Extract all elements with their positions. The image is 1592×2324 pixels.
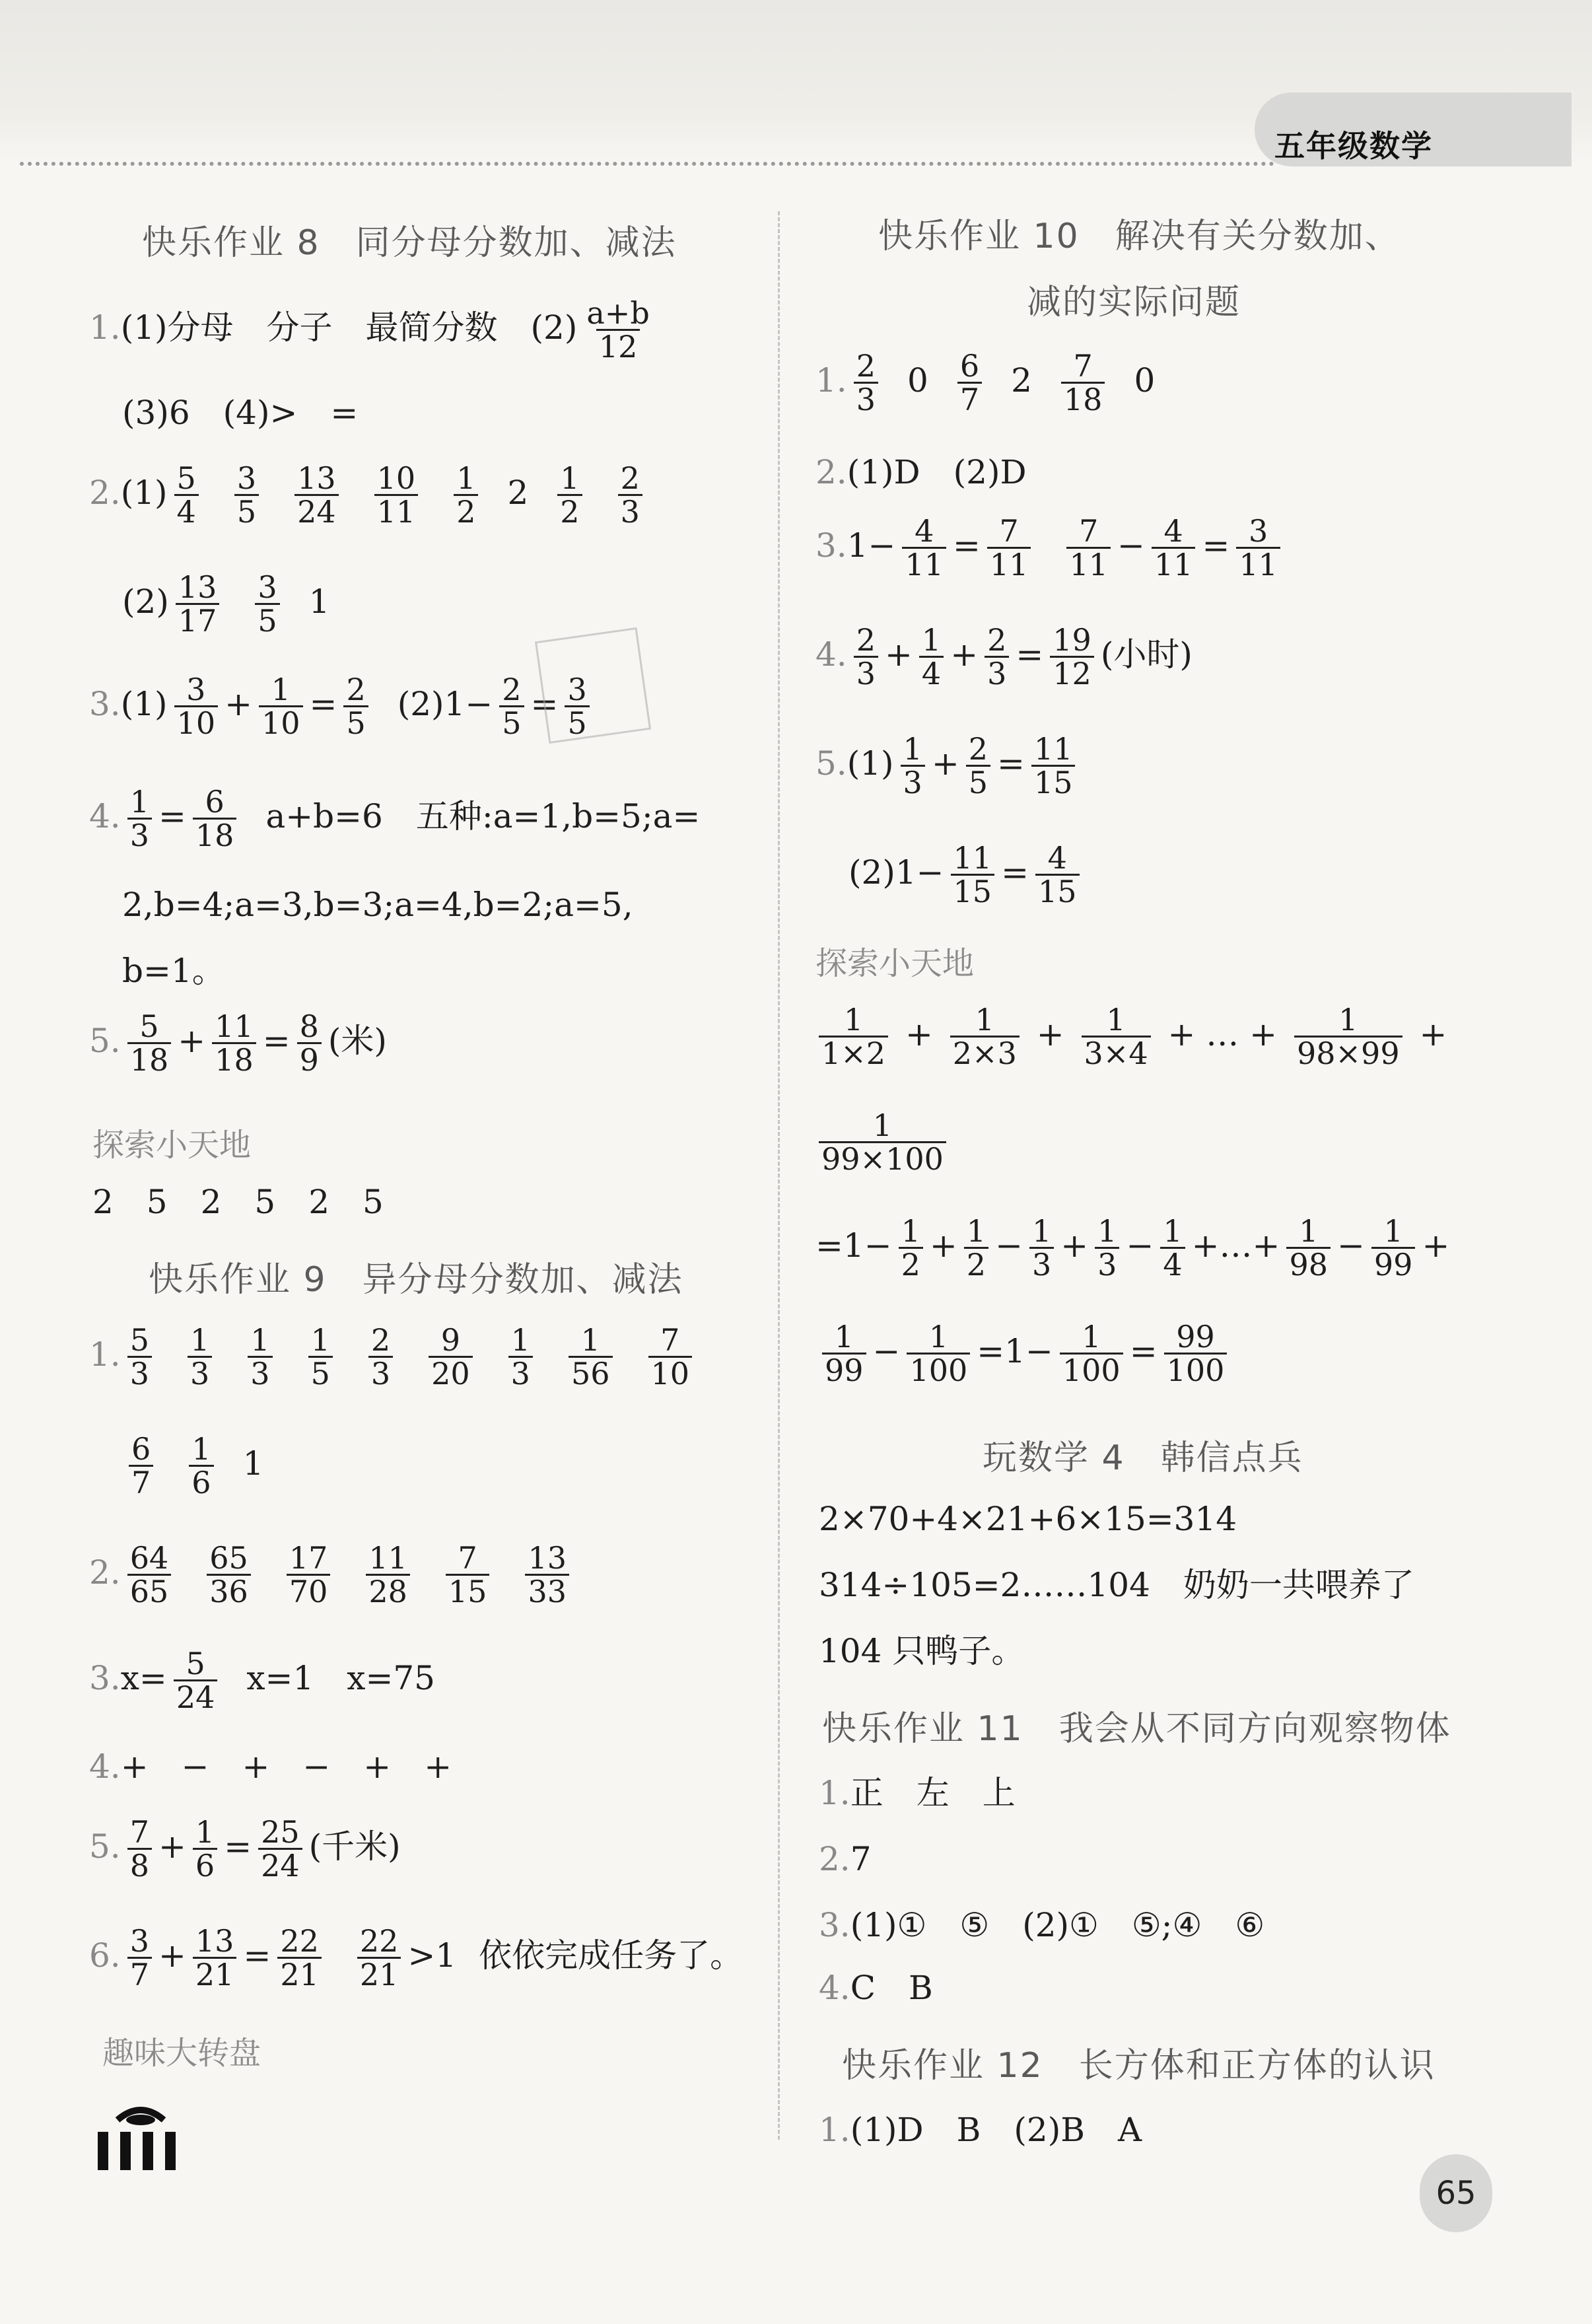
play-title: 玩数学 4 韩信点兵	[983, 1438, 1303, 1478]
s11-q3: 3.(1)① ⑤ (2)① ⑤;④ ⑥	[819, 1906, 1265, 1944]
section-8-title: 快乐作业 8 同分母分数加、减法	[142, 223, 677, 263]
s10-explore-heading: 探索小天地	[815, 945, 975, 982]
s9-q3: 3.x= $\frac{5}{24}$ x=1 x=75	[89, 1646, 435, 1716]
s9-q1b: $\frac{6}{7}$ $\frac{1}{6}$ 1	[122, 1433, 263, 1499]
s9-q6: 6. $\frac{3}{7}$ + $\frac{13}{21}$ = $\frac{22}{21}$ $\frac{22}{21}$ >1 依依完成任务了。	[89, 1923, 744, 1993]
s9-q1: 1. $\frac{5}{3}$ $\frac{1}{3}$ $\frac{1}{3}$ $\frac{1}{5}$ $\frac{2}{3}$ $\frac{9}{20}$ $\frac{1}{3}$ $\frac{1}{56}$ $\frac{7}{10}$	[89, 1324, 699, 1390]
s10-explore-line1: $\frac{1}{1\times 2}$ + $\frac{1}{2\times 3}$ + $\frac{1}{3\times 4}$ + … + $\frac{1}{98\times 99}$ +	[812, 1004, 1447, 1070]
s12-q1: 1.(1)D B (2)B A	[819, 2111, 1142, 2149]
play-line1: 2×70+4×21+6×15=314	[819, 1500, 1237, 1538]
s11-q1: 1.正 左 上	[819, 1774, 1016, 1812]
s8-q3: 3.(1) $\frac{3}{10}$ + $\frac{1}{10}$ = $\frac{2}{5}$ (2)1− $\frac{2}{5}$ = $\frac{3}{5}$	[89, 674, 596, 740]
s8-q2: 2.(1) $\frac{5}{4}$ $\frac{3}{5}$ $\frac{13}{24}$ $\frac{10}{11}$ $\frac{1}{2}$ 2 $\frac{1}{2}$ $\frac{2}{3}$	[89, 462, 649, 528]
s9-fun-heading: 趣味大转盘	[102, 2035, 261, 2072]
s11-q2: 2.7	[819, 1840, 872, 1878]
s9-q4: 4.+ − + − + +	[89, 1747, 452, 1786]
s8-q1b: (3)6 (4)> =	[122, 394, 359, 432]
s10-q5a: 5.(1) $\frac{1}{3}$ + $\frac{2}{5}$ = $\frac{11}{15}$	[815, 733, 1082, 799]
s11-q4: 4.C B	[819, 1969, 933, 2007]
column-divider	[778, 211, 780, 2140]
publisher-logo-icon	[98, 2100, 184, 2173]
s10-q5b: (2)1− $\frac{11}{15}$ = $\frac{4}{15}$	[848, 842, 1086, 908]
s8-q1: 1.(1)分母 分子 最简分数 (2) $\frac{a+b}{12}$	[89, 295, 650, 365]
s10-q2: 2.(1)D (2)D	[815, 453, 1027, 491]
section-12-title: 快乐作业 12 长方体和正方体的认识	[842, 2046, 1436, 2086]
s8-q4-line2: 2,b=4;a=3,b=3;a=4,b=2;a=5,	[122, 886, 633, 924]
grade-label: 五年级数学	[1274, 128, 1433, 164]
s10-explore-line2: $\frac{1}{99\times 100}$	[812, 1109, 953, 1176]
section-10-title-line1: 快乐作业 10 解决有关分数加、	[878, 217, 1401, 256]
s8-explore-heading: 探索小天地	[92, 1127, 252, 1164]
play-line3: 104 只鸭子。	[819, 1632, 1025, 1670]
section-9-title: 快乐作业 9 异分母分数加、减法	[149, 1260, 683, 1300]
s8-q4-line3: b=1。	[122, 952, 225, 990]
s8-q2b: (2) $\frac{13}{17}$ $\frac{3}{5}$ 1	[122, 569, 330, 639]
s8-q4: 4. $\frac{1}{3}$ = $\frac{6}{18}$ a+b=6 五种:a=1,b=5;a=	[89, 784, 701, 854]
page-number: 65	[1420, 2154, 1492, 2232]
watermark-stamp	[535, 627, 651, 744]
s10-explore-line4: $\frac{1}{99}$ − $\frac{1}{100}$ =1− $\frac{1}{100}$ = $\frac{99}{100}$	[815, 1321, 1233, 1387]
play-line2: 314÷105=2……104 奶奶一共喂养了	[819, 1566, 1414, 1604]
s10-q4: 4. $\frac{2}{3}$ + $\frac{1}{4}$ + $\frac{2}{3}$ = $\frac{19}{12}$ (小时)	[815, 622, 1193, 692]
s8-q5: 5. $\frac{5}{18}$ + $\frac{11}{18}$ = $\frac{8}{9}$ (米)	[89, 1008, 387, 1078]
s10-q1: 1. $\frac{2}{3}$ 0 $\frac{6}{7}$ 2 $\frac{7}{18}$ 0	[815, 348, 1156, 418]
section-10-title-line2: 减的实际问题	[1027, 283, 1241, 322]
s10-explore-line3: =1− $\frac{1}{2}$ + $\frac{1}{2}$ − $\frac{1}{3}$ + $\frac{1}{3}$ − $\frac{1}{4}$ +…+ $\frac{1}{98}$ − $\frac{1}{99}$ +	[815, 1213, 1450, 1283]
s8-explore-answer: 2 5 2 5 2 5	[92, 1183, 384, 1221]
s9-q2: 2. $\frac{64}{65}$ $\frac{65}{36}$ $\frac{17}{70}$ $\frac{11}{28}$ $\frac{7}{15}$ $\frac{13}{33}$	[89, 1542, 576, 1608]
s9-q5: 5. $\frac{7}{8}$ + $\frac{1}{6}$ = $\frac{25}{24}$ (千米)	[89, 1814, 401, 1884]
section-11-title: 快乐作业 11 我会从不同方向观察物体	[822, 1709, 1451, 1749]
s10-q3: 3.1− $\frac{4}{11}$ = $\frac{7}{11}$ $\frac{7}{11}$ − $\frac{4}{11}$ = $\frac{3}{11}$	[815, 515, 1287, 581]
header-dotted-line	[20, 162, 1274, 166]
